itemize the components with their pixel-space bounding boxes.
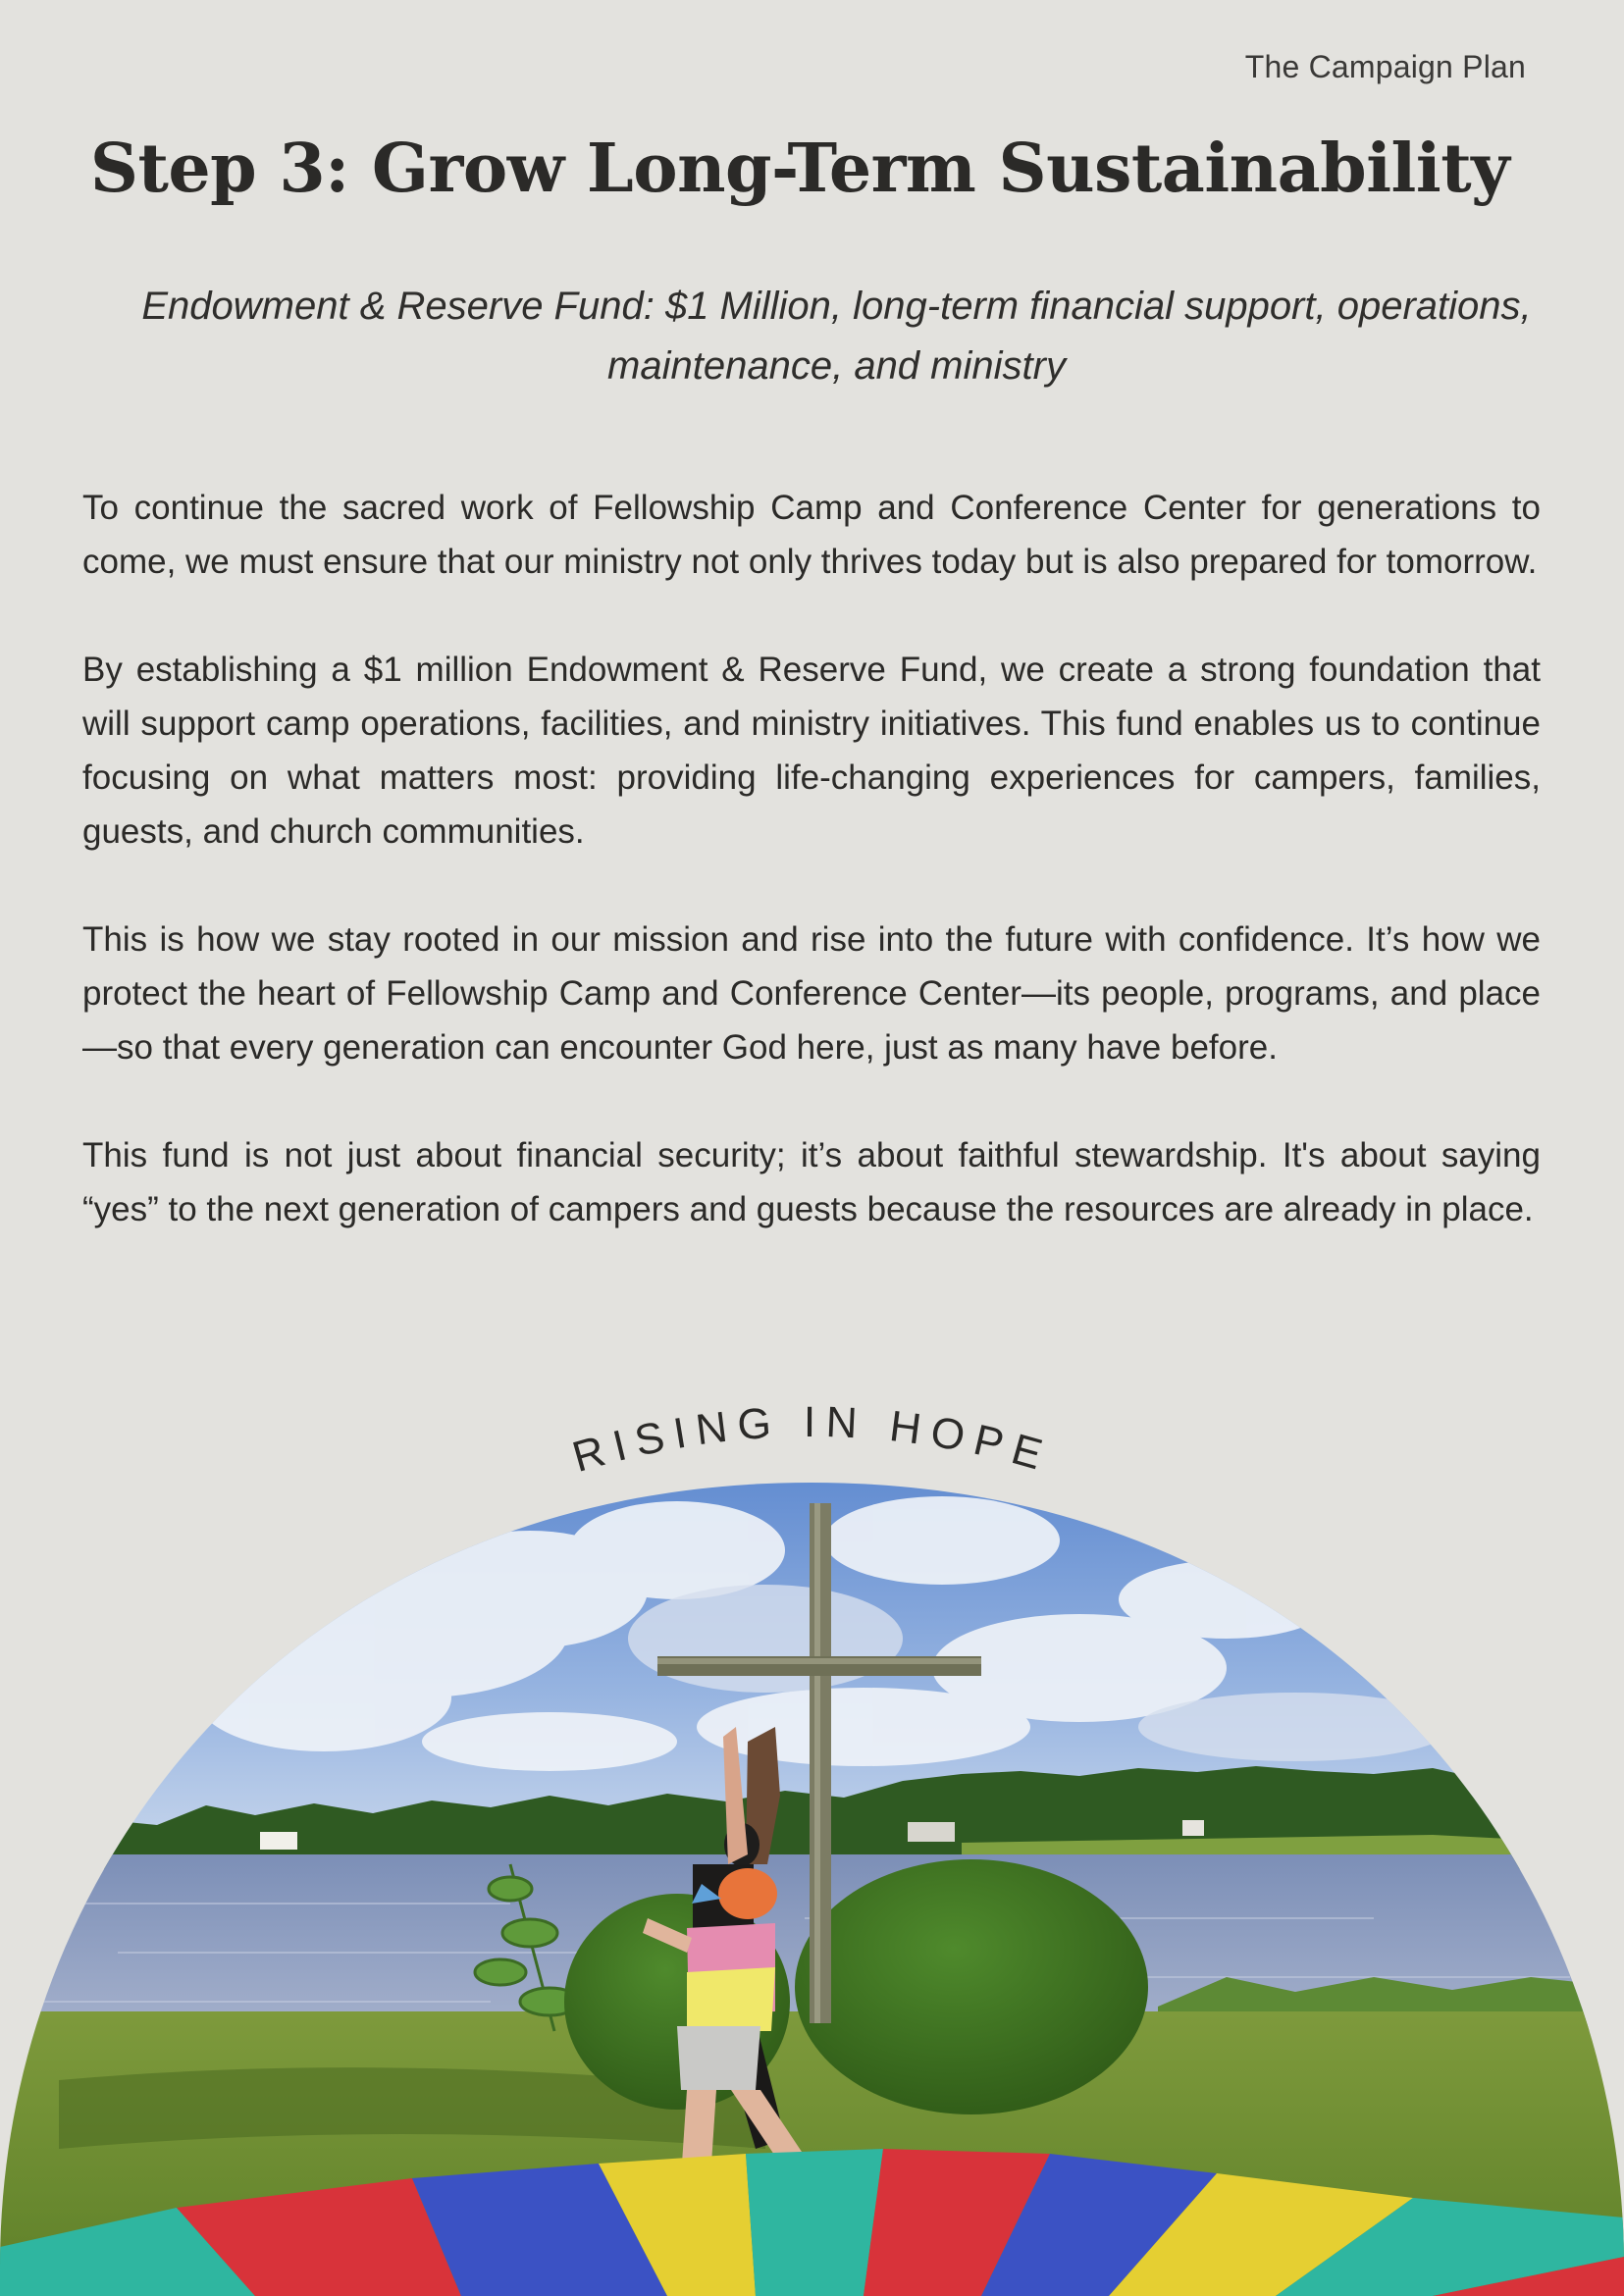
body-paragraph: This is how we stay rooted in our mission and rise into the future with confidence. It’s how we protect the heart of Fellowship Camp and Conference Center—its people, programs, and place—so that every generation can encounter God here, just as many have before. (82, 920, 1541, 1067)
page-subtitle: Endowment & Reserve Fund: $1 Million, long-term financial support, operations, maintenance, and ministry (141, 285, 1532, 388)
body-text (82, 481, 1541, 1290)
bush-right (795, 1859, 1148, 2114)
body-paragraph: By establishing a $1 million Endowment & Reserve Fund, we create a strong foundation that will support camp operations, facilities, and ministry initiatives. This fund enables us to continue focusing on what matters most: providing life-changing experiences for campers, families, guests, and church communities. (82, 651, 1541, 851)
body-paragraph: To continue the sacred work of Fellowship Camp and Conference Center for generations to come, we must ensure that our ministry not only thrives today but is also prepared for tomorrow. (82, 489, 1541, 581)
photo-scene (0, 1462, 1624, 2296)
body-paragraph: This fund is not just about financial security; it’s about faithful stewardship. It's about saying “yes” to the next generation of campers and guests because the resources are already in place. (82, 1136, 1541, 1228)
running-header: The Campaign Plan (1244, 49, 1526, 84)
page-title: Step 3: Grow Long-Term Sustainability (89, 130, 1510, 208)
arched-caption: RISING IN HOPE (567, 1403, 1057, 1483)
photo-section (0, 1403, 1624, 2296)
arched-photo (0, 1403, 1624, 2296)
